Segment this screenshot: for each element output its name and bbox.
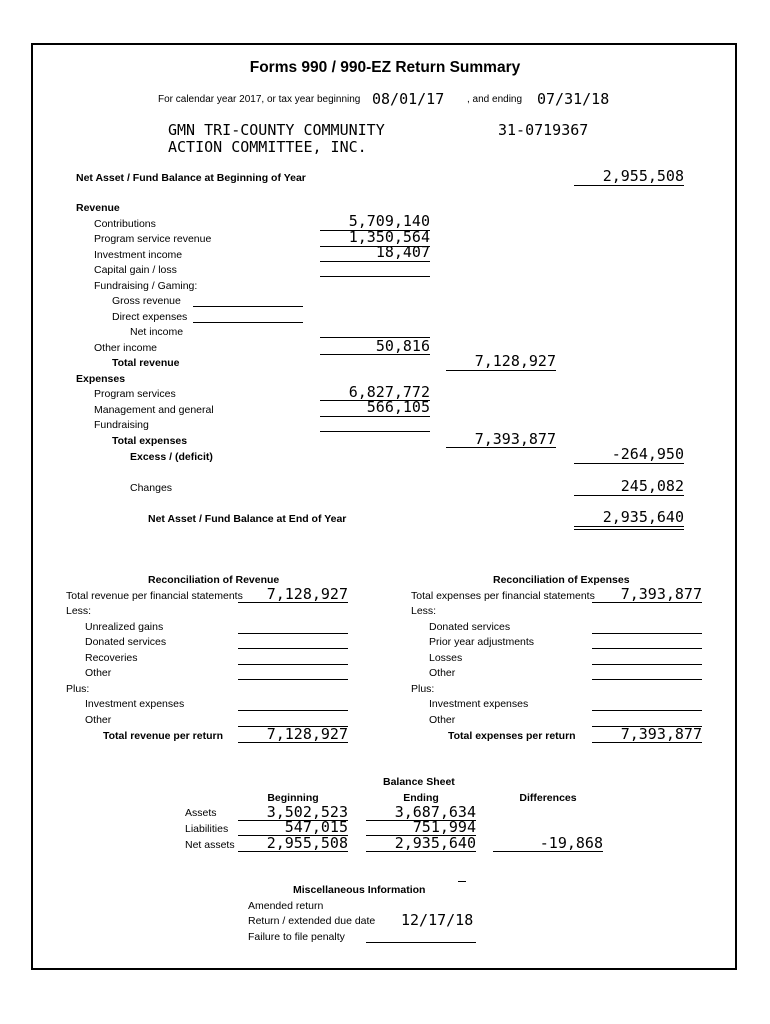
program-revenue-label: Program service revenue bbox=[94, 233, 212, 245]
recon-exp-other-label: Other bbox=[429, 667, 456, 679]
recon-exp-total-fs-line bbox=[592, 602, 702, 603]
recon-rev-total-fs-value: 7,128,927 bbox=[266, 585, 348, 603]
recon-exp-prior-year-label: Prior year adjustments bbox=[429, 636, 535, 648]
recon-rev-other-line bbox=[238, 679, 348, 680]
recon-exp-losses-label: Losses bbox=[429, 652, 463, 664]
recon-rev-unrealized-label: Unrealized gains bbox=[85, 621, 164, 633]
recon-rev-plus-label: Plus: bbox=[66, 683, 90, 695]
recon-exp-prior-year-line bbox=[592, 648, 702, 649]
org-name-line2: ACTION COMMITTEE, INC. bbox=[168, 138, 367, 156]
capital-gain-line bbox=[320, 276, 430, 277]
total-revenue-line bbox=[446, 370, 556, 371]
org-name-line1: GMN TRI-COUNTY COMMUNITY bbox=[168, 121, 385, 139]
end-date: 07/31/18 bbox=[537, 90, 610, 108]
management-label: Management and general bbox=[94, 404, 214, 416]
recon-exp-investment-line bbox=[592, 710, 702, 711]
contributions-label: Contributions bbox=[94, 218, 156, 230]
recon-rev-less-label: Less: bbox=[66, 605, 92, 617]
fundraising-label: Fundraising bbox=[94, 419, 149, 431]
recon-exp-total-fs-label: Total expenses per financial statements bbox=[411, 590, 595, 602]
other-income-value: 50,816 bbox=[375, 337, 430, 355]
bs-net-assets-label: Net assets bbox=[185, 839, 235, 851]
contributions-value: 5,709,140 bbox=[348, 212, 430, 230]
bs-beginning-header: Beginning bbox=[267, 792, 319, 804]
direct-expenses-label: Direct expenses bbox=[112, 311, 188, 323]
bs-assets-begin: 3,502,523 bbox=[266, 803, 348, 821]
excess-line bbox=[574, 463, 684, 464]
recon-exp-less-label: Less: bbox=[411, 605, 437, 617]
capital-gain-label: Capital gain / loss bbox=[94, 264, 177, 276]
recon-exp-total-return-line bbox=[592, 742, 702, 743]
bs-liabilities-end: 751,994 bbox=[412, 818, 476, 836]
misc-penalty-label: Failure to file penalty bbox=[248, 931, 345, 943]
bs-ending-header: Ending bbox=[403, 792, 439, 804]
ending-label: , and ending bbox=[467, 94, 523, 105]
ein: 31-0719367 bbox=[498, 121, 589, 139]
recon-revenue-title: Reconciliation of Revenue bbox=[148, 574, 280, 586]
gross-revenue-label: Gross revenue bbox=[112, 295, 181, 307]
recon-expenses-title: Reconciliation of Expenses bbox=[493, 574, 630, 586]
bs-differences-header: Differences bbox=[519, 792, 577, 804]
expenses-heading: Expenses bbox=[76, 373, 126, 385]
bs-liabilities-begin: 547,015 bbox=[284, 818, 348, 836]
total-expenses-value: 7,393,877 bbox=[474, 430, 556, 448]
recon-exp-other2-label: Other bbox=[429, 714, 456, 726]
recon-rev-recoveries-label: Recoveries bbox=[85, 652, 138, 664]
other-income-label: Other income bbox=[94, 342, 158, 354]
recon-rev-total-return-value: 7,128,927 bbox=[266, 725, 348, 743]
bs-net-assets-begin: 2,955,508 bbox=[266, 834, 348, 852]
misc-title: Miscellaneous Information bbox=[293, 884, 426, 896]
investment-income-line bbox=[320, 261, 430, 262]
investment-income-label: Investment income bbox=[94, 249, 183, 261]
end-balance-label: Net Asset / Fund Balance at End of Year bbox=[148, 513, 347, 525]
begin-balance-label: Net Asset / Fund Balance at Beginning of Year bbox=[76, 172, 306, 184]
recon-exp-total-fs-value: 7,393,877 bbox=[620, 585, 702, 603]
recon-rev-other2-label: Other bbox=[85, 714, 112, 726]
recon-rev-donated-label: Donated services bbox=[85, 636, 167, 648]
program-services-value: 6,827,772 bbox=[348, 383, 430, 401]
recon-rev-investment-label: Investment expenses bbox=[85, 698, 185, 710]
changes-value: 245,082 bbox=[620, 477, 684, 495]
fundraising-line bbox=[320, 431, 430, 432]
begin-balance-line bbox=[574, 185, 684, 186]
recon-rev-total-fs-label: Total revenue per financial statements bbox=[66, 590, 243, 602]
bs-assets-label: Assets bbox=[185, 807, 217, 819]
direct-expenses-line bbox=[193, 322, 303, 323]
page-title: Forms 990 / 990-EZ Return Summary bbox=[249, 59, 521, 76]
recon-rev-donated-line bbox=[238, 648, 348, 649]
changes-line bbox=[574, 495, 684, 496]
recon-exp-other-line bbox=[592, 679, 702, 680]
recon-rev-total-return-line bbox=[238, 742, 348, 743]
misc-due-date-value: 12/17/18 bbox=[401, 911, 474, 929]
investment-income-value: 18,407 bbox=[375, 243, 430, 261]
recon-exp-losses-line bbox=[592, 664, 702, 665]
fundraising-gaming-label: Fundraising / Gaming: bbox=[94, 280, 198, 292]
begin-date: 08/01/17 bbox=[372, 90, 445, 108]
bs-liabilities-label: Liabilities bbox=[185, 823, 229, 835]
total-revenue-value: 7,128,927 bbox=[474, 352, 556, 370]
recon-exp-plus-label: Plus: bbox=[411, 683, 435, 695]
recon-exp-donated-label: Donated services bbox=[429, 621, 511, 633]
recon-rev-unrealized-line bbox=[238, 633, 348, 634]
revenue-heading: Revenue bbox=[76, 202, 120, 214]
bs-net-assets-diff: -19,868 bbox=[539, 834, 603, 852]
bs-net-assets-diff-line bbox=[493, 851, 603, 852]
recon-exp-donated-line bbox=[592, 633, 702, 634]
bs-net-assets-begin-line bbox=[238, 851, 348, 852]
recon-rev-recoveries-line bbox=[238, 664, 348, 665]
total-expenses-label: Total expenses bbox=[112, 435, 188, 447]
net-income-label: Net income bbox=[130, 326, 184, 338]
changes-label: Changes bbox=[130, 482, 173, 494]
recon-rev-other-label: Other bbox=[85, 667, 112, 679]
bs-net-assets-end-line bbox=[366, 851, 476, 852]
management-line bbox=[320, 416, 430, 417]
program-services-label: Program services bbox=[94, 388, 176, 400]
tax-year-label: For calendar year 2017, or tax year beginning bbox=[158, 94, 361, 105]
recon-rev-total-fs-line bbox=[238, 602, 348, 603]
gross-revenue-line bbox=[193, 306, 303, 307]
other-income-line bbox=[320, 354, 430, 355]
recon-exp-total-return-value: 7,393,877 bbox=[620, 725, 702, 743]
total-expenses-line bbox=[446, 447, 556, 448]
recon-exp-investment-label: Investment expenses bbox=[429, 698, 529, 710]
begin-balance-value: 2,955,508 bbox=[602, 167, 684, 185]
misc-amended-label: Amended return bbox=[248, 900, 324, 912]
program-revenue-value: 1,350,564 bbox=[348, 228, 430, 246]
end-balance-line bbox=[574, 526, 684, 527]
end-balance-double-line bbox=[574, 529, 684, 530]
misc-due-date-label: Return / extended due date bbox=[248, 915, 376, 927]
total-revenue-label: Total revenue bbox=[112, 357, 180, 369]
bs-assets-end: 3,687,634 bbox=[394, 803, 476, 821]
recon-rev-total-return-label: Total revenue per return bbox=[103, 730, 224, 742]
recon-exp-total-return-label: Total expenses per return bbox=[448, 730, 576, 742]
bs-net-assets-end: 2,935,640 bbox=[394, 834, 476, 852]
management-value: 566,105 bbox=[366, 398, 430, 416]
misc-penalty-line bbox=[366, 942, 476, 943]
recon-rev-investment-line bbox=[238, 710, 348, 711]
excess-label: Excess / (deficit) bbox=[130, 451, 213, 463]
end-balance-value: 2,935,640 bbox=[602, 508, 684, 526]
misc-amended-mark bbox=[458, 881, 466, 882]
excess-value: -264,950 bbox=[611, 445, 684, 463]
balance-sheet-title: Balance Sheet bbox=[383, 776, 455, 788]
